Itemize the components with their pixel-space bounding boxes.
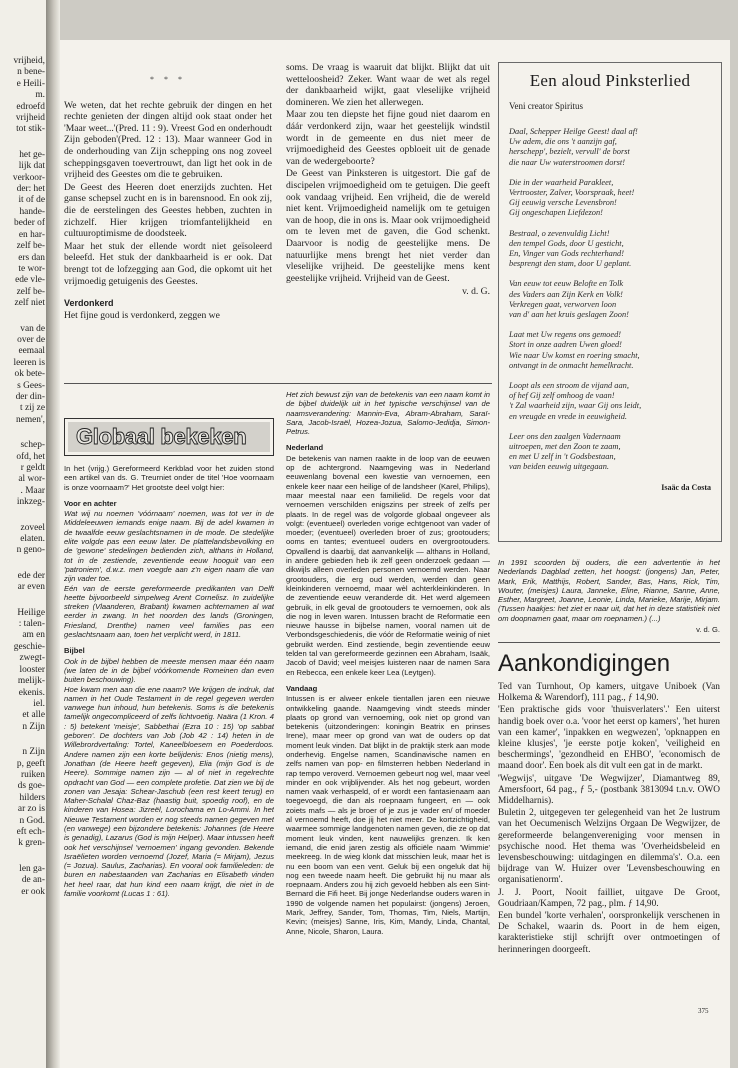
text-fragment: s Gees- <box>17 380 45 391</box>
text-fragment: len ga- <box>19 863 45 874</box>
subheading: Vandaag <box>286 683 318 693</box>
poem-line: van d' aan het kruis geslagen Zoon! <box>509 310 629 320</box>
poem-line: den tempel Gods, door U gesticht, <box>509 238 624 248</box>
poem-line: Leer ons den zaalgen Vadernaam <box>509 431 621 441</box>
paragraph-gap <box>4 557 45 571</box>
text-fragment: der din- <box>15 391 45 402</box>
text-fragment: schep- <box>20 440 45 451</box>
poem-stanza <box>509 279 711 320</box>
text-fragment: t zij ze <box>20 403 45 414</box>
text-fragment: zelf niet <box>14 298 45 309</box>
paragraph: Maar zou ten diepste het fijne goud niet daarom en dáár verdonkerd zijn, waar het geestelijk windstil wordt in de gemeente en dus niet meer de vrijmoedigheid des Geestes opbloeit uit de genade van de wedergeboorte? <box>286 109 490 167</box>
paragraph: Wat wij nu noemen 'vóórnaam' noemen, was tot ver in de Middeleeuwen iemands enige naam. Bij de adel kwamen in de twaalfde eeuw geslachtsnamen in de mode. De stedelijke elite volgde pas een eeuw later. De plattelandsbevolking en de 'gewone' stedelingen bedienden zich, althans in Holland, tot in de zestiende, zeventiende eeuw hooguit van een 'patroniem', d.w.z. men voegde aan z'n eigen naam die van zijn vader toe. <box>64 509 274 584</box>
text-fragment: eft ech- <box>16 826 45 837</box>
poem-stanza <box>509 381 711 422</box>
previous-page-column <box>4 56 45 898</box>
text-fragment: ekenis. <box>18 687 45 698</box>
text-fragment: eemaal <box>18 346 45 357</box>
text-fragment: tot stik- <box>16 124 45 135</box>
text-fragment: geschie- <box>13 641 45 652</box>
poem-line: Daal, Schepper Heilge Geest! daal af! <box>509 127 638 136</box>
text-fragment: iel. <box>33 698 45 709</box>
paragraph: De Geest des Heeren doet enerzijds zuchten. Het ganse schepsel zucht en is in barensnood. En ook zij, die de eerstelingen des Geestes hebben, zuchten in zichzelf. Hier krijgen triomfantelijkheid en cultuuroptimisme de doodsteek. <box>64 181 272 240</box>
text-fragment: elaten. <box>20 534 45 545</box>
poem-line: Vertrooster, Zalver, Voorspraak, heet! <box>509 188 635 198</box>
page-number: 375 <box>698 1007 709 1015</box>
poem-stanzas <box>509 127 711 473</box>
text-fragment: n geno- <box>16 545 45 556</box>
paragraph: Ted van Turnhout, Op kamers, uitgave Uniboek (Van Holkema & Warendorf), 111 pag., ƒ 14,90. <box>498 682 720 704</box>
paragraph-gap <box>4 509 45 523</box>
poem-line: uitroepen, met den Zoon te zaam, <box>509 442 621 452</box>
text-fragment: edroefd <box>16 101 45 112</box>
text-fragment: hande- <box>19 206 45 217</box>
poem-line: Gij ongeschapen Liefdezon! <box>509 208 603 218</box>
poem-line: of hef Gij zelf omhoog de vaan! <box>509 391 615 401</box>
text-fragment: lijk dat <box>18 161 45 172</box>
text-fragment: it of de <box>18 195 45 206</box>
globaal-bekeken-column <box>64 390 274 898</box>
poem-line: 't Zal waarheid zijn, waar Gij ons leidt, <box>509 401 642 411</box>
text-fragment: te wor- <box>18 263 45 274</box>
text-fragment: ruiken <box>21 769 45 780</box>
poem-stanza <box>509 178 711 219</box>
poem-line: Laat met Uw regens ons gemoed! <box>509 330 622 340</box>
poem-stanza <box>509 330 711 371</box>
text-fragment: de an- <box>21 875 45 886</box>
text-fragment: nemen', <box>15 414 45 425</box>
poem-line: die naar Uw waterstroomen dorst! <box>509 157 626 167</box>
text-fragment: looster <box>19 664 45 675</box>
poem-line: Verkregen gaat, verworven loon <box>509 299 617 309</box>
article-left <box>64 62 272 322</box>
text-fragment: leeren is <box>13 357 45 368</box>
paragraph: De betekenis van namen raakte in de loop van de eeuwen op de achtergrond. Naamgeving was in Nederland eeuwenlang bovenal een kwestie van vernoemen, een enkele keer naar een heilige of de landsheer (Karel, Philips), maar meestal naar een familielid. De regels voor dat vernoemen verschilden enigszins per streek of zelfs per plaats. In de regel was de volgorde globaal ongeveer als volgt: (eventueel) overleden vorige echtgenoot van vader of moeder; (eventueel) overleden broer of zus; grootouders; ooms en tantes; eventueel ouders en overgrootouders. Opvallend is daarbij, dat aanvankelijk — althans in Holland, in andere gebieden heb ik zelf geen onderzoek gedaan — dikwijls alleen overleden personen vernoemd werden. Naar grootouders, die erg oud werden, werden dan geen kleinkinderen vernoemd, maar wèl achterkleinkinderen. In de zeventiende eeuw veranderde dit. Het werd algemeen gebruik, in elk geval de grootouders te vernoemen, ook als die nog in leven waren. Intussen bracht de Reformatie een nieuwe hausse in bijbelse namen, vooral namen uit de Verbondsgeschiedenis, die vóór de Reformatie weinig of niet gebruikt werden. Eind zestiende, begin zeventiende eeuw telden tal van gereformeerde gezinnen een Abraham, Isaäk, Jacob of David; veel meisjes luisteren naar de namen Sara en Rebecca, een enkele keer Lea (Leytgen). <box>286 453 490 677</box>
text-fragment: en har- <box>18 229 45 240</box>
paragraph-gap <box>4 850 45 864</box>
text-fragment: . Maar <box>20 485 45 496</box>
subheading: Verdonkerd <box>64 298 114 309</box>
poem-line: en met U zelf in 't Godsbestaan, <box>509 452 616 462</box>
text-fragment: ar even <box>17 582 45 593</box>
paragraph-gap <box>4 733 45 747</box>
poem-title: Een aloud Pinksterlied <box>529 71 691 90</box>
text-fragment: al wor- <box>18 474 45 485</box>
text-fragment: zoveel <box>20 522 45 533</box>
text-fragment: et alle <box>22 710 45 721</box>
section-separator: * * * <box>150 75 186 84</box>
poem-line: besprengt den stam, door U geplant. <box>509 259 632 269</box>
section-title: Aankondigingen <box>498 650 671 677</box>
paragraph: Het fijne goud is verdonkerd, zeggen we <box>64 309 220 321</box>
paragraph: 'Een praktische gids voor 'thuisverlaters'.' Een uiterst handig boek over o.a. 'voor het eerst op kamers', 'het huren van een kamer', 'inpakken en wegwezen', 'opknappen en kleine klusjes', 'je eerste potje koken', 'veiligheid en beschermings', 'gezondheid en EHBO', 'economisch de maand door'. Een boek als dit vult een gat in de markt. <box>498 705 720 772</box>
text-fragment: ds goe- <box>17 781 45 792</box>
text-fragment: p, geeft <box>16 758 45 769</box>
paragraph-gap <box>4 426 45 440</box>
paragraph-gap <box>4 136 45 150</box>
poem-line: ontvangt in de onmacht hemelkracht. <box>509 360 634 370</box>
paragraph: In 1991 scoorden bij ouders, die een advertentie in het Nederlands Dagblad zetten, het hoogst: (jongens) Jan, Peter, Mark, Erik, Matthijs, Robert, Sander, Bas, Hans, Rick, Tim, Wouter, (meisjes) Laura, Janneke, Eline, Rianne, Sanne, Anne, Esther, Margreet, Joanne, Leonie, Linda, Marieke, Marije, Mirjam. (Tussen haakjes: het ziet er naar uit, dat het in deze statistiek niet om doopnamen gaat, maar om roepnamen.) (...) <box>498 558 720 623</box>
paragraph: Het zich bewust zijn van de betekenis van een naam komt in de bijbel duidelijk uit in het typische verschijnsel van de naamsverandering: Mannin-Eva, Abram-Abraham, Saraï-Sara, Jacob-Israël, Hozea-Jozua, Salomo-Jedidja, Simon-Petrus. <box>286 390 490 437</box>
text-fragment: n Zijn <box>22 747 45 758</box>
text-fragment: r geldt <box>20 463 45 473</box>
text-fragment: ede vle- <box>15 275 45 286</box>
poem-author: Isaäc da Costa <box>661 482 711 492</box>
text-fragment: van de <box>20 323 45 334</box>
text-fragment: er ook <box>21 886 45 897</box>
poem-stanza <box>509 127 711 168</box>
text-fragment: verkoor- <box>12 172 45 183</box>
poem-line: Van eeuw tot eeuw Belofte en Tolk <box>509 279 624 289</box>
poem-line: Die in der waarheid Parakleet, <box>509 177 614 187</box>
poem-stanza <box>509 432 711 473</box>
article-middle <box>286 62 490 298</box>
poem-line: Uw adem, die ons 't aanzijn gaf, <box>509 137 617 147</box>
subheading: Nederland <box>286 443 324 453</box>
section-title-box <box>64 418 274 456</box>
poem-line: Loopt als een stroom de vijand aan, <box>509 381 629 391</box>
poem-line: herschepp', bezielt, vervull' de borst <box>509 147 630 157</box>
text-fragment: zelf be- <box>16 286 45 297</box>
paragraph: Maar het stuk der ellende wordt niet geïsoleerd beleefd. Het stuk der dankbaarheid is er ook. Dat brengt tot de lofzegging aan God, die opkomt uit het vrijmoedig getuigenis des Geestes. <box>64 240 272 287</box>
text-fragment: hilders <box>19 792 45 803</box>
text-fragment: m. <box>35 90 45 101</box>
text-fragment: k gren- <box>18 838 45 849</box>
text-fragment: n God. <box>19 815 45 826</box>
paragraph-gap <box>4 310 45 324</box>
text-fragment: ok bete- <box>14 369 45 380</box>
paragraph: 'Wegwijs', uitgave 'De Wegwijzer', Diamantweg 89, Amersfoort, 64 pag., ƒ 5,- (postbank 3813094 t.n.v. OWO Middelharnis). <box>498 773 720 807</box>
paragraph: De Geest van Pinksteren is uitgestort. Die gaf de discipelen vrijmoedigheid om te getuigen. Die geeft ook vandaag vrijheid. Een vrijheid, die de wereld niet kent. Vrijmoedigheid namelijk om te getuigen van de hoop, die in ons is. Maar ook vrijmoedigheid om te leven met de gaven, die God schenkt. Daarvoor is nodig de geestelijke mens. De natuurlijke mens brengt het niet verder dan vleselijke vrijheid. De geestelijke mens kent geestelijke vrijheid. Vrijheid van de Geest. <box>286 168 490 284</box>
text-fragment: ofd, het <box>16 451 45 462</box>
text-fragment: ar zo is <box>17 804 45 815</box>
poem-line: En, Vinger van Gods rechterhand! <box>509 249 624 259</box>
text-fragment: e Heili- <box>16 78 45 89</box>
paragraph: Buletin 2, uitgegeven ter gelegenheid van het 2e lustrum van het Oecumenisch Welzijns Orgaan De Wegwijzer, de gereformeerde belangenvereniging voor mensen in psychische nood. Het thema was 'Overheidsbeleid en levensbeschouwing: uitdagingen en dilemma's'. O.a. een bijdrage van W. Huizer over 'Levensbeschouwing en organisatienorm'. <box>498 808 720 886</box>
text-fragment: ede der <box>17 570 45 581</box>
paragraph: Ook in de bijbel hebben de meeste mensen maar één naam (we laten de in de bijbel vóórkomende Romeinen dan even buiten beschouwing). <box>64 656 274 685</box>
poem-line: van beiden eeuwig uitgegaan. <box>509 462 610 472</box>
paragraph: We weten, dat het rechte gebruik der dingen en het rechte genieten der dingen altijd ook staat onder het 'Maar weet...'(Pred. 11 : 9). Vreest God en onderhoudt Zijn geboden'(Pred. 12 : 13). Maar wanneer God in de onderhouding van Zijn schepping ons nog zoveel scheppingsgaven toevertrouwt, dan ligt het ook in de vrijheid des Geestes om die te gebruiken. <box>64 99 272 181</box>
text-fragment: zelf be- <box>16 241 45 252</box>
poem-line: Stort in onze aadren Uwen gloed! <box>509 340 622 350</box>
paragraph: J. J. Poort, Nooit failliet, uitgave De Groot, Goudriaan/Kampen, 72 pag., plm. ƒ 14,90. <box>498 887 720 909</box>
paragraph: soms. De vraag is waaruit dat blijkt. Blijkt dat uit wetteloosheid? Zeker. Want waar de wet als regel der dankbaarheid wijkt, gaat vleselijke vrijheid domineren. We zien het allerwegen. <box>286 62 490 108</box>
paragraph-gap <box>4 594 45 608</box>
text-fragment: melijk- <box>17 676 45 687</box>
poem-stanza <box>509 229 711 270</box>
poem-line: Wie naar Uw komst en roering smacht, <box>509 350 640 360</box>
author-signature: v. d. G. <box>462 286 490 298</box>
poem-line: Bestraal, o zevenvuldig Licht! <box>509 228 610 238</box>
poem-line: en vreugde en vrede in eeuwigheid. <box>509 411 627 421</box>
text-fragment: vrijheid, <box>13 56 45 66</box>
text-fragment: over de <box>17 334 45 345</box>
text-fragment: der: het <box>16 184 45 195</box>
text-fragment: beder of <box>14 218 45 229</box>
poem-box <box>498 62 722 542</box>
author-signature: v. d. G. <box>696 625 720 635</box>
text-fragment: Heilige <box>17 607 45 618</box>
text-fragment: vrijheid <box>15 113 45 124</box>
text-fragment: am en <box>22 630 45 641</box>
paragraph: Eén van de eerste gereformeerde predikanten van Delft heette bijvoorbeeld simpelweg Arent Cornelisz. In zuidelijke streken (Vlaanderen, Brabant) kwamen achternamen al wat eerder in zwang. In het noorden des lands (Groningen, Friesland, Drenthe) namen veel families pas een geslachtsnaam aan, toen het verplicht werd, in 1811. <box>64 583 274 640</box>
page-gutter <box>46 0 60 1068</box>
text-fragment: zwegt- <box>19 653 45 664</box>
divider <box>64 383 492 384</box>
text-fragment: : talen- <box>18 619 45 630</box>
text-fragment: inkzeg- <box>16 497 45 508</box>
text-fragment: ers dan <box>18 252 45 263</box>
divider <box>498 642 720 643</box>
text-fragment: n bene- <box>17 67 45 78</box>
subheading: Voor en achter <box>64 498 117 508</box>
text-fragment: het ge- <box>19 149 45 160</box>
poem-subtitle: Veni creator Spiritus <box>509 101 583 111</box>
aankondigingen-column <box>498 650 720 957</box>
paragraph: Hoe kwam men aan die ene naam? We krijgen de indruk, dat namen in het Oude Testament in de regel gegeven werden vanwege hun inhoud, hun betekenis. Soms is die betekenis tamelijk ongecompliceerd of zelfs lichtvoetig. Naära (1 Kron. 4 : 5) betekent 'meisje', Sabbethai (Ezra 10 : 15) 'op sabbat geboren'. De dochters van Job (Job 42 : 14) heten in de Willebrordvertaling: Tortel, Kaneelbloesem en Poederdoos. Andere namen zijn een korte belijdenis: Enos (nietig mens), Jonathan (de Heere heeft gegeven), Elia (mijn God is de Heere). Sommige namen zijn — al of niet in regelrechte opdracht van God — een complete profetie. Dat zien we bij de zonen van Jesaja: Schear-Jaschub (een rest keert terug) en Maher-Schalal Chaz-Baz (haastig buit, spoedig roof), en de kinderen van Hosea: Jizreël, Lorochama en Lo-Ammi. In het Nieuwe Testament worden er nog steeds namen gegeven met (en vanwege) een bijzondere betekenis: Johannes (de Heere is genadig), Lazarus (God is mijn Helper). Maar intussen heeft ook het verschijnsel 'vernoemen' ingang gevonden. Bekende Israëlieten worden vernoemd (Jozef, Maria (= Mirjam), Jezus (= Jozua). Saulus, Zacharias). En vooral ook familieleden: de buren en nabestaanden van Zacharias en Elisabeth vinden het heel raar, dat hun kind een naam krijgt, die niet in de familie voorkomt (Lucas 1 : 61). <box>64 684 274 899</box>
intro-paragraph: In het (vrijg.) Gereformeerd Kerkblad voor het zuiden stond een artikel van ds. G. Treurniet onder de titel 'Hoe voornaam is onze voornaam?' Het grootste deel volgt hier: <box>64 464 274 492</box>
text-fragment: n Zijn <box>22 721 45 732</box>
section-title: Globaal bekeken <box>68 422 270 452</box>
right-continuation <box>498 558 720 634</box>
poem-line: des Vaders aan Zijn Kerk en Volk! <box>509 289 623 299</box>
middle-column <box>286 390 490 936</box>
subheading: Bijbel <box>64 646 85 656</box>
paragraph: Intussen is er alweer enkele tientallen jaren een nieuwe ontwikkeling gaande. Naamgeving vindt steeds minder plaats op grond van vernoeming, ook niet op grond van betekenis (uitzonderingen: koningin Beatrix en prinses Irene), maar meer op grond van wat de ouders op dat moment leuk vinden. Dat blijkt in de praktijk sterk aan mode onderhevig. Engelse namen, Scandinavische namen en zelfs namen van pop- en filmsterren hebben Nederland in rap tempo veroverd. Vernoemen gebeurt nog wel, maar veel minder en ook vrijblijvender. Als het nog gebeurt, worden namen vaak verhaspeld, of er wordt een fantasienaam aan toegevoegd, die dan als roepnaam fungeert, en — ook zoiets mafs — als je broer of je zus je vader en/ of moeder al vernoemd heeft, doe jij het niet meer. De kortzichtigheid, waarmee sommige landgenoten namen geven, die ze op dat moment leuk vinden, kent nauwelijks grenzen. Ik ken iemand, die enid jaren zestig als officiële naam 'Wimmie' meekreeg. In de wieg klonk dat misschien leuk, maar het is nu een boom van een vent. Geluk bij een ongeluk dat hij nog een tweede naam heeft. Die gebruikt hij nu maar als roepnaam. Anders zou hij zich gevoeld hebben als een Sint-Bernard die Fifi heet. Bij jonge Nederlandse ouders waren in 1990 de volgende namen het populairst: (jongens) Jeroen, Mark, Jeffrey, Sander, Tom, Thomas, Tim, Niels, Martijn, Kevin; (meisjes) Sanne, Iris, Kim, Mandy, Linda, Chantal, Anne, Nicole, Sharon, Laura. <box>286 694 490 936</box>
poem-line: Gij eeuwig versche Levensbron! <box>509 198 617 208</box>
paragraph: Een bundel 'korte verhalen', oorspronkelijk verschenen in De Schakel, waarin ds. Poort in de hem eigen, karakteristieke stijl schrijft over ontmoetingen of herinneringen doorgeeft. <box>498 911 720 955</box>
